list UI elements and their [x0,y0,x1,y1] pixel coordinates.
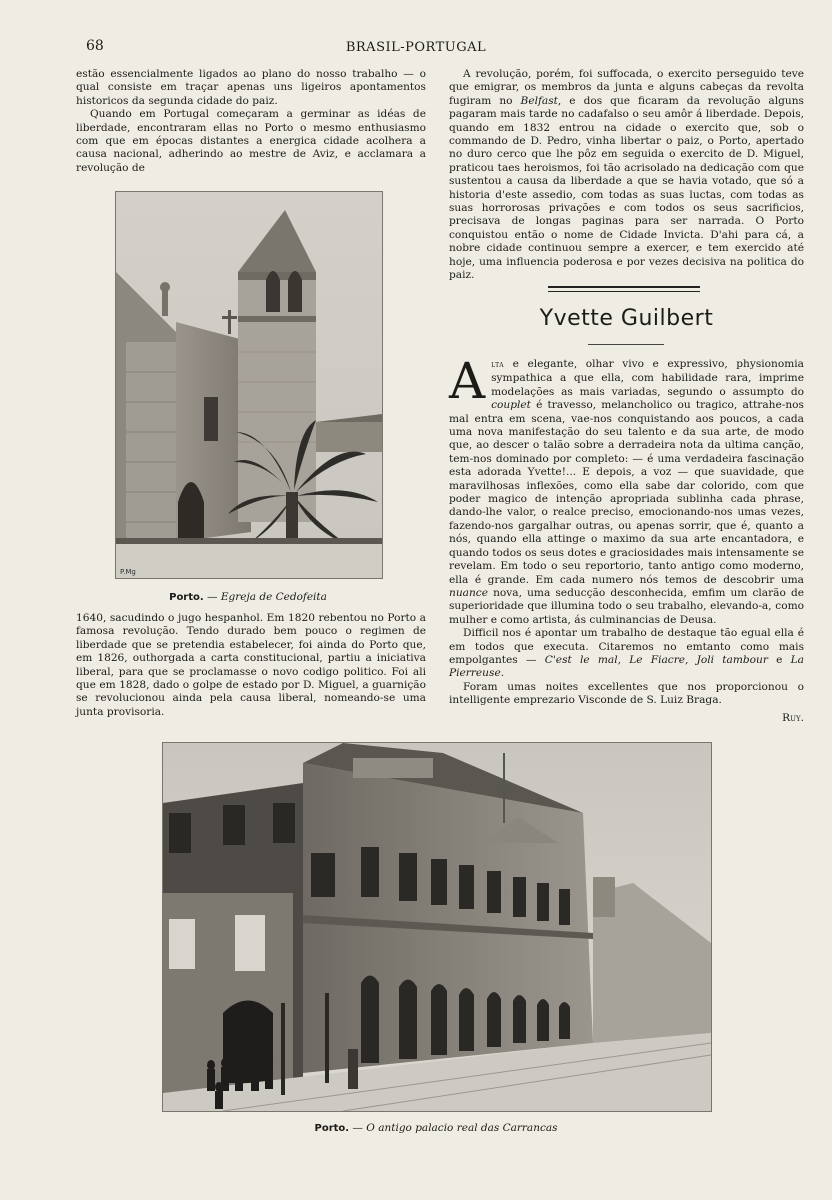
caption-title: Egreja de Cedofeita [220,591,327,603]
paragraph: 1640, sacudindo o jugo hespanhol. Em 1820 rebentou no Porto a famosa revolução. Tendo durado bem pouco o regimen de liberdade que se pretendia estabelecer, foi ainda do Porto que, em 1826, outhorgada a carta constitucional, partiu a iniciativa liberal, para que se proclamasse o novo codigo politico. Foi ali que em 1828, dado o golpe de estado por D. Miguel, a guarnição se revolucionou ainda pela causa liberal, nomeando-se uma junta provisoria. [76,612,426,718]
palace-photo [162,742,712,1112]
paragraph: estão essencialmente ligados ao plano do nosso trabalho — o qual consiste em traçar apenas uns ligeiros apontamentos historicos da segunda cidade do paiz. [76,68,426,107]
left-column-top-text [76,68,426,175]
artist-mark: P.Mg [120,568,136,576]
caption-dash: — [349,1122,367,1134]
palace-illustration [163,743,711,1111]
caption-place: Porto. [314,1123,350,1134]
article-paragraph: Alta e elegante, olhar vivo e expressivo, physionomia sympathica a que ella, com habilidade rara, imprime modelações as mais variadas, segundo o assumpto do couplet é travesso, melancholico ou tragico, attrahe-nos mal entra em scena, vae-nos conquistando aos poucos, a cada uma nova manifestação do seu talento e da sua arte, de modo que, ao descer o talão sobre a derradeira nota da ultima canção, tem-nos dominado por completo: — é uma verdadeira fascinação esta adorada Yvette!... E depois, a voz — que suavidade, que maravilhosas inflexões, como ella sabe dar colorido, com que poder magico de intenção apropriada sublinha cada phrase, dando-lhe valor, o realce preciso, emocionando-nos umas vezes, fazendo-nos gargalhar outras, ou apenas sorrir, que é, quanto a nós, quando ella attinge o maximo da sua arte encantadora, e quando todos os seus dotes e graciosidades mais intensamente se revelam. Em todo o seu reportorio, tanto antigo como moderno, ella é grande. Em cada numero nós temos de descobrir uma nuance nova, uma seducção desconhecida, emfim um clarão de superioridade que illumina todo o seu trabalho, elevando-a, como mulher e como artista, ás culminancias de Deusa. [449,352,804,626]
title-rule [588,344,664,345]
church-photo [115,191,383,579]
page-header [0,38,832,58]
caption-title: O antigo palacio real das Carrancas [366,1122,558,1134]
paragraph: A revolução, porém, foi suffocada, o exercito perseguido teve que emigrar, os membros da junta e alguns cabeças da revolta fugiram no Belfast, e dos que ficaram da revolução alguns pagaram mais tarde no cadafalso o seu amôr á liberdade. Depois, quando em 1832 entrou na cidade o exercito que, sob o commando de D. Pedro, vinha libertar o paiz, o Porto, apertado no duro cerco que lhe pôz em seguida o exercito de D. Miguel, praticou taes heroismos, foi tão acrisolado na dedicação com que sustentou a causa da liberdade a que se havia votado, que só a historia d'este assedio, com todas as suas luctas, com todas as suas horrorosas privações e com todos os seus sacrificios, precisava de longas paginas para ser narrada. O Porto conquistou então o nome de Cidade Invicta. D'ahi para cá, a nobre cidade continuou sempre a exercer, e tem exercido até hoje, uma influencia poderosa e por vezes decisiva na politica do paiz. [449,68,804,282]
article-body [449,352,804,725]
church-caption [115,591,381,603]
dropcap: A [449,352,486,410]
left-column-bottom-text [76,612,426,719]
palace-caption [162,1122,710,1134]
section-divider-thick [548,286,700,288]
section-divider-thin [548,291,700,292]
article-title: Yvette Guilbert [539,306,714,331]
right-column-top-text [449,68,804,283]
author-signature: Ruy. [782,711,804,724]
caption-dash: — [203,591,221,603]
running-title: BRASIL-PORTUGAL [345,40,487,55]
caption-place: Porto. [169,592,204,603]
church-illustration [116,192,382,578]
article-paragraph: Difficil nos é apontar um trabalho de destaque tão egual ella é em todos que executa. Citaremos no emtanto como mais empolgantes — C'est le mal, Le Fiacre, Joli tambour e La Pierreuse. [449,627,804,680]
paragraph: Quando em Portugal começaram a germinar as idéas de liberdade, encontraram ellas no Porto o mesmo enthusiasmo com que em épocas distantes a energica cidade acolhera a causa nacional, adherindo ao mestre de Aviz, e acclamara a revolução de [76,108,426,174]
article-paragraph: Foram umas noites excellentes que nos proporcionou o intelligente emprezario Visconde de S. Luiz Braga. [449,680,804,707]
page-number: 68 [86,38,104,54]
